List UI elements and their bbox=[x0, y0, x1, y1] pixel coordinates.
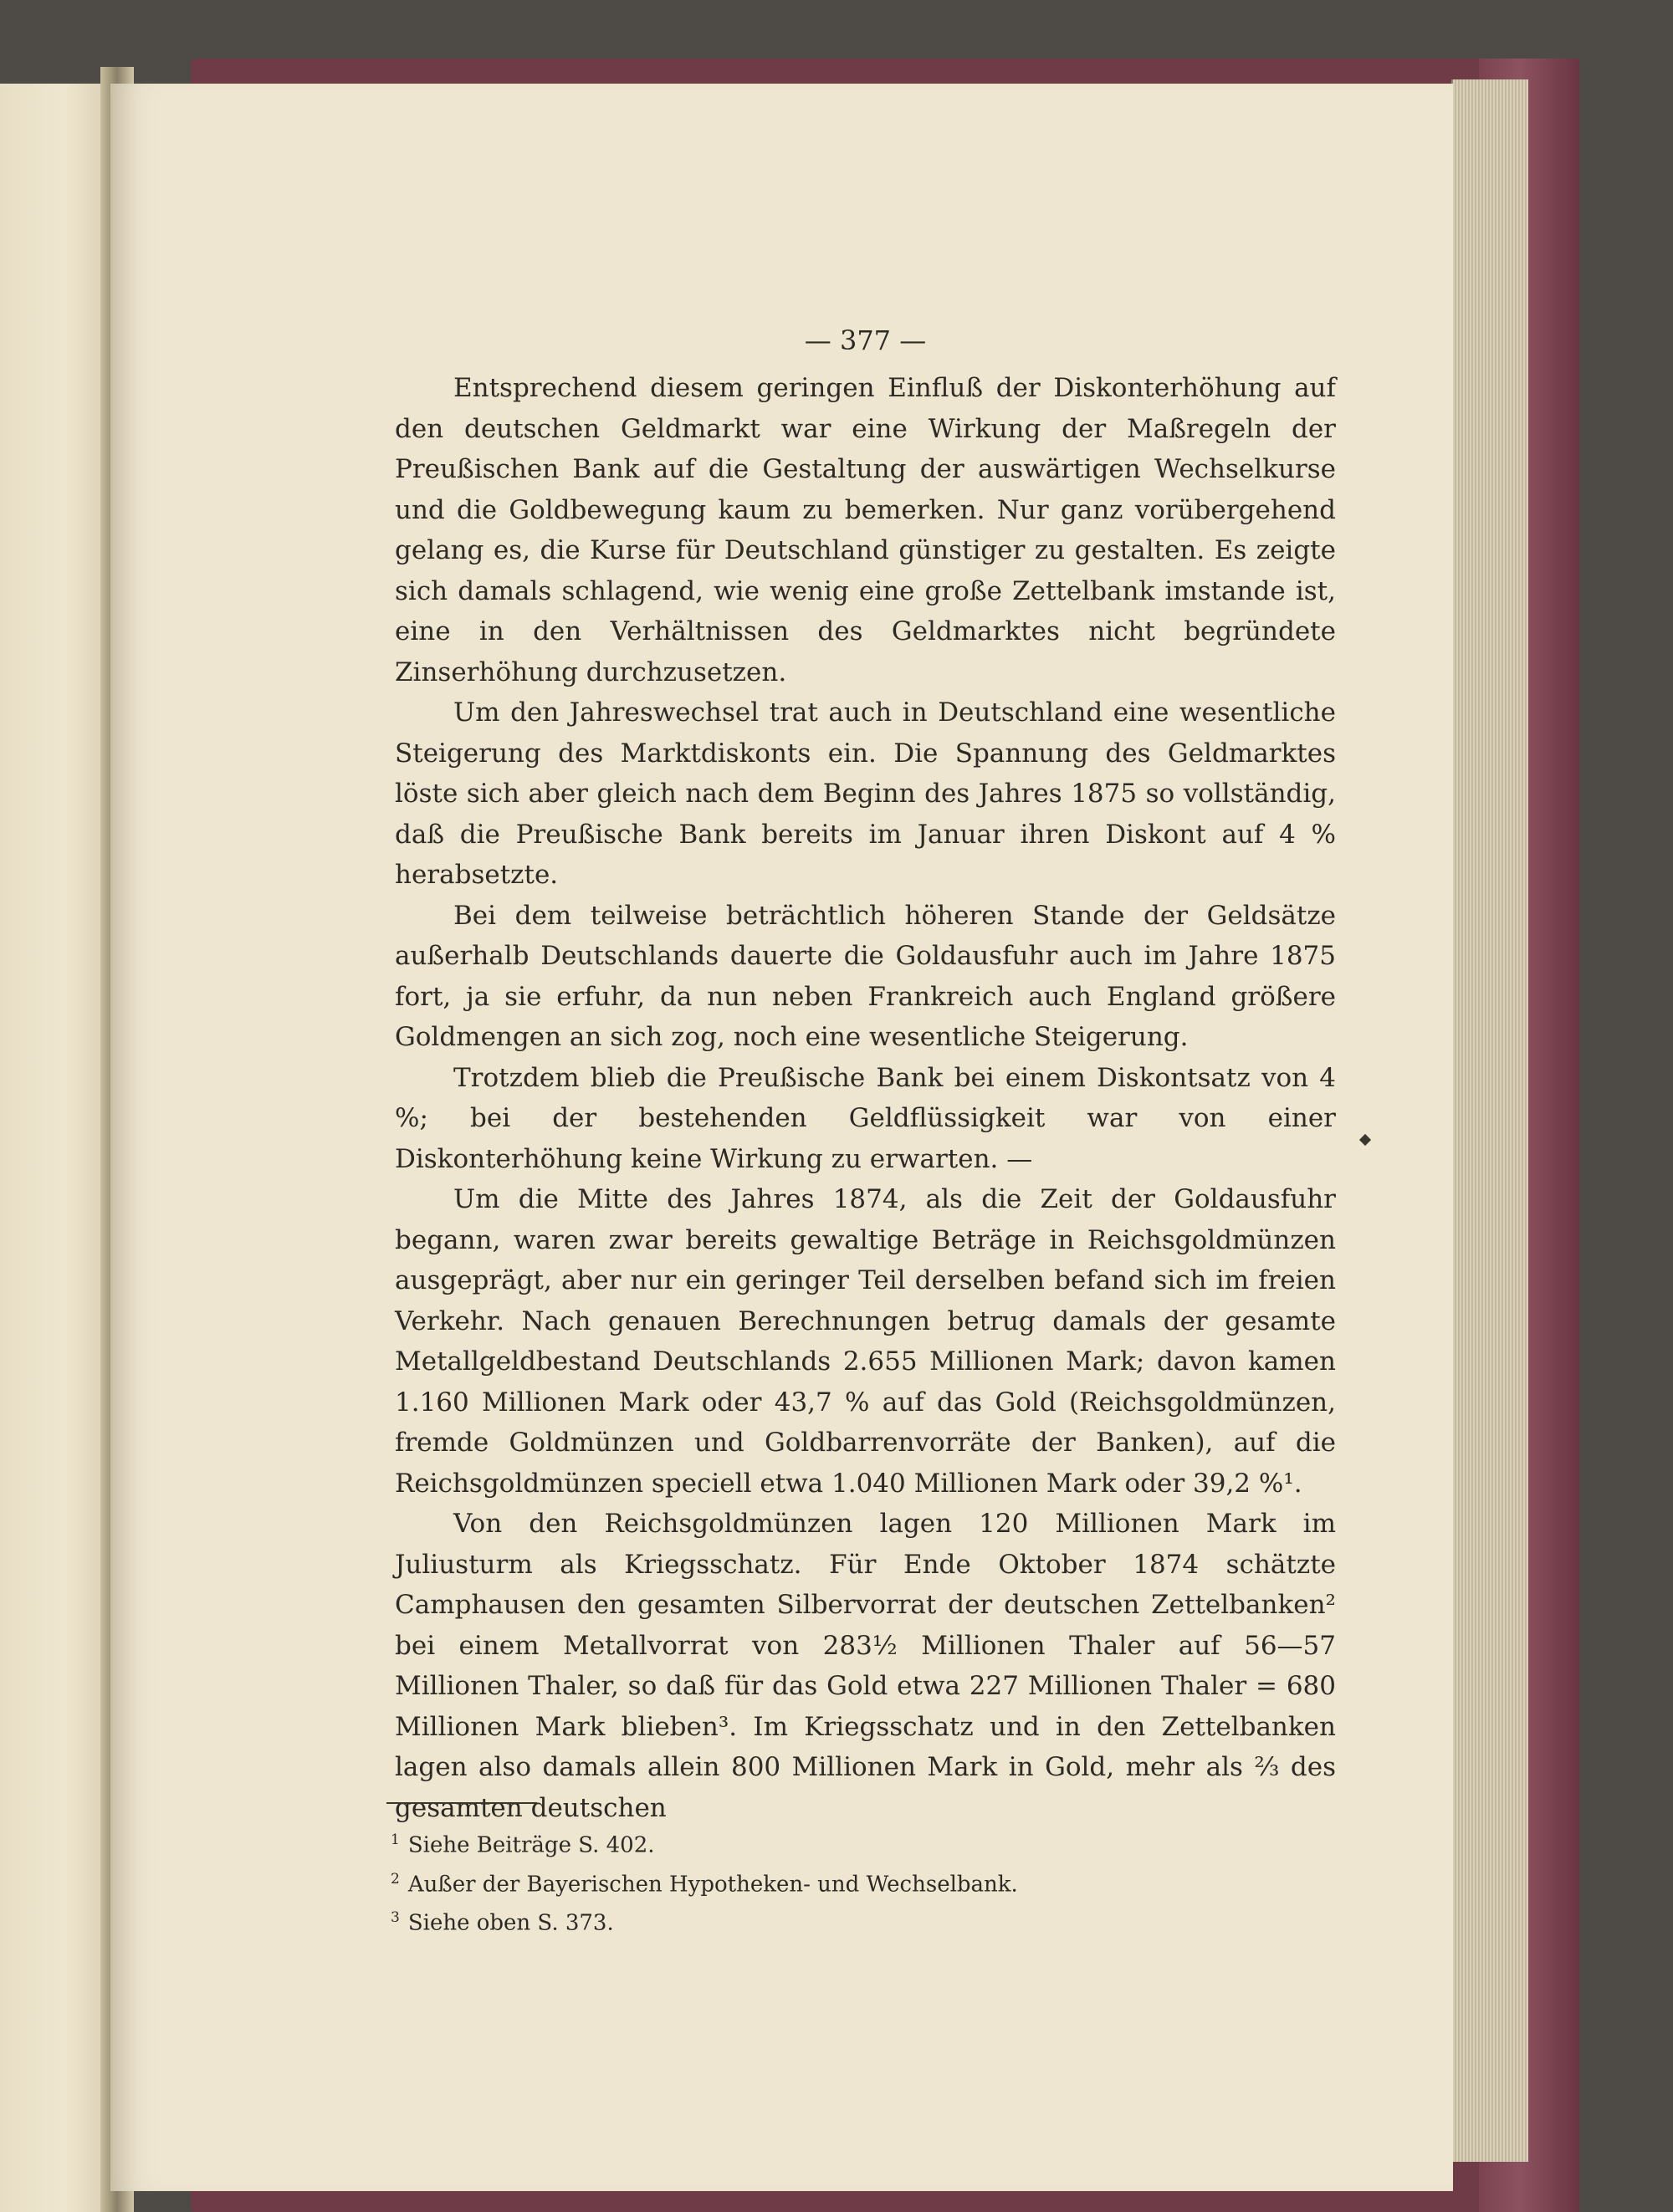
paragraph-1: Entsprechend diesem geringen Einfluß der Diskonterhöhung auf den deutschen Geldmarkt war eine Wirkung der Maßregeln der Preußischen Bank auf die Gestaltung der auswärtigen Wechselkurse und die Goldbewegung kaum zu bemerken. Nur ganz vorübergehend gelang es, die Kurse für Deutschland günstiger zu gestalten. Es zeigte sich damals schlagend, wie wenig eine große Zettelbank imstande ist, eine in den Verhältnissen des Geldmarktes nicht begründete Zinserhöhung durchzusetzen. bbox=[395, 373, 1336, 687]
paragraph-2: Um den Jahreswechsel trat auch in Deutschland eine wesentliche Steigerung des Marktdiskonts ein. Die Spannung des Geldmarktes löste sich aber gleich nach dem Beginn des Jahres 1875 so vollständig, daß die Preußische Bank bereits im Januar ihren Diskont auf 4 % herabsetzte. bbox=[395, 697, 1336, 890]
footnote-divider bbox=[386, 1802, 537, 1804]
left-page-edge bbox=[0, 84, 117, 2212]
body-text bbox=[395, 368, 1336, 1828]
footnote-2 bbox=[391, 1862, 1311, 1902]
paragraph-5: Um die Mitte des Jahres 1874, als die Zeit der Goldausfuhr begann, waren zwar bereits gewaltige Beträge in Reichsgoldmünzen ausgeprägt, aber nur ein geringer Teil derselben befand sich im freien Verkehr. Nach genauen Berechnungen betrug damals der gesamte Metallgeldbestand Deutschlands 2.655 Millionen Mark; davon kamen 1.160 Millionen Mark oder 43,7 % auf das Gold (Reichsgoldmünzen, fremde Goldmünzen und Goldbarrenvorräte der Banken), auf die Reichsgoldmünzen speciell etwa 1.040 Millionen Mark oder 39,2 %¹. bbox=[395, 1184, 1336, 1499]
paragraph-4: Trotzdem blieb die Preußische Bank bei einem Diskontsatz von 4 %; bei der bestehenden Geldflüssigkeit war von einer Diskonterhöhung keine Wirkung zu erwarten. — bbox=[395, 1062, 1336, 1174]
footnote-marker: 1 bbox=[391, 1831, 400, 1848]
footnote-text: Siehe oben S. 373. bbox=[407, 1910, 614, 1936]
page-edges bbox=[1451, 79, 1528, 2162]
footnote-text: Siehe Beiträge S. 402. bbox=[407, 1832, 655, 1858]
footnote-3 bbox=[391, 1901, 1311, 1940]
book-page bbox=[110, 84, 1453, 2191]
footnote-marker: 3 bbox=[391, 1909, 400, 1927]
paragraph-6: Von den Reichsgoldmünzen lagen 120 Millionen Mark im Juliusturm als Kriegsschatz. Für Ende Oktober 1874 schätzte Camphausen den gesamten Silbervorrat der deutschen Zettelbanken² bei einem Metallvorrat von 283½ Millionen Thaler auf 56—57 Millionen Thaler, so daß für das Gold etwa 227 Millionen Thaler = 680 Millionen Mark blieben³. Im Kriegsschatz und in den Zettelbanken lagen also damals allein 800 Millionen Mark in Gold, mehr als ⅔ des gesamten deutschen bbox=[395, 1509, 1336, 1823]
footnote-text: Außer der Bayerischen Hypotheken- und Wechselbank. bbox=[407, 1872, 1018, 1898]
footnotes bbox=[391, 1823, 1311, 1940]
footnote-1 bbox=[391, 1823, 1311, 1862]
margin-mark bbox=[1359, 1134, 1371, 1146]
page-number: — 377 — bbox=[804, 324, 927, 356]
paragraph-3: Bei dem teilweise beträchtlich höheren Stande der Geldsätze außerhalb Deutschlands dauerte die Goldausfuhr auch im Jahre 1875 fort, ja sie erfuhr, da nun neben Frankreich auch England größere Goldmengen an sich zog, noch eine wesentliche Steigerung. bbox=[395, 900, 1336, 1052]
footnote-marker: 2 bbox=[391, 1870, 400, 1888]
